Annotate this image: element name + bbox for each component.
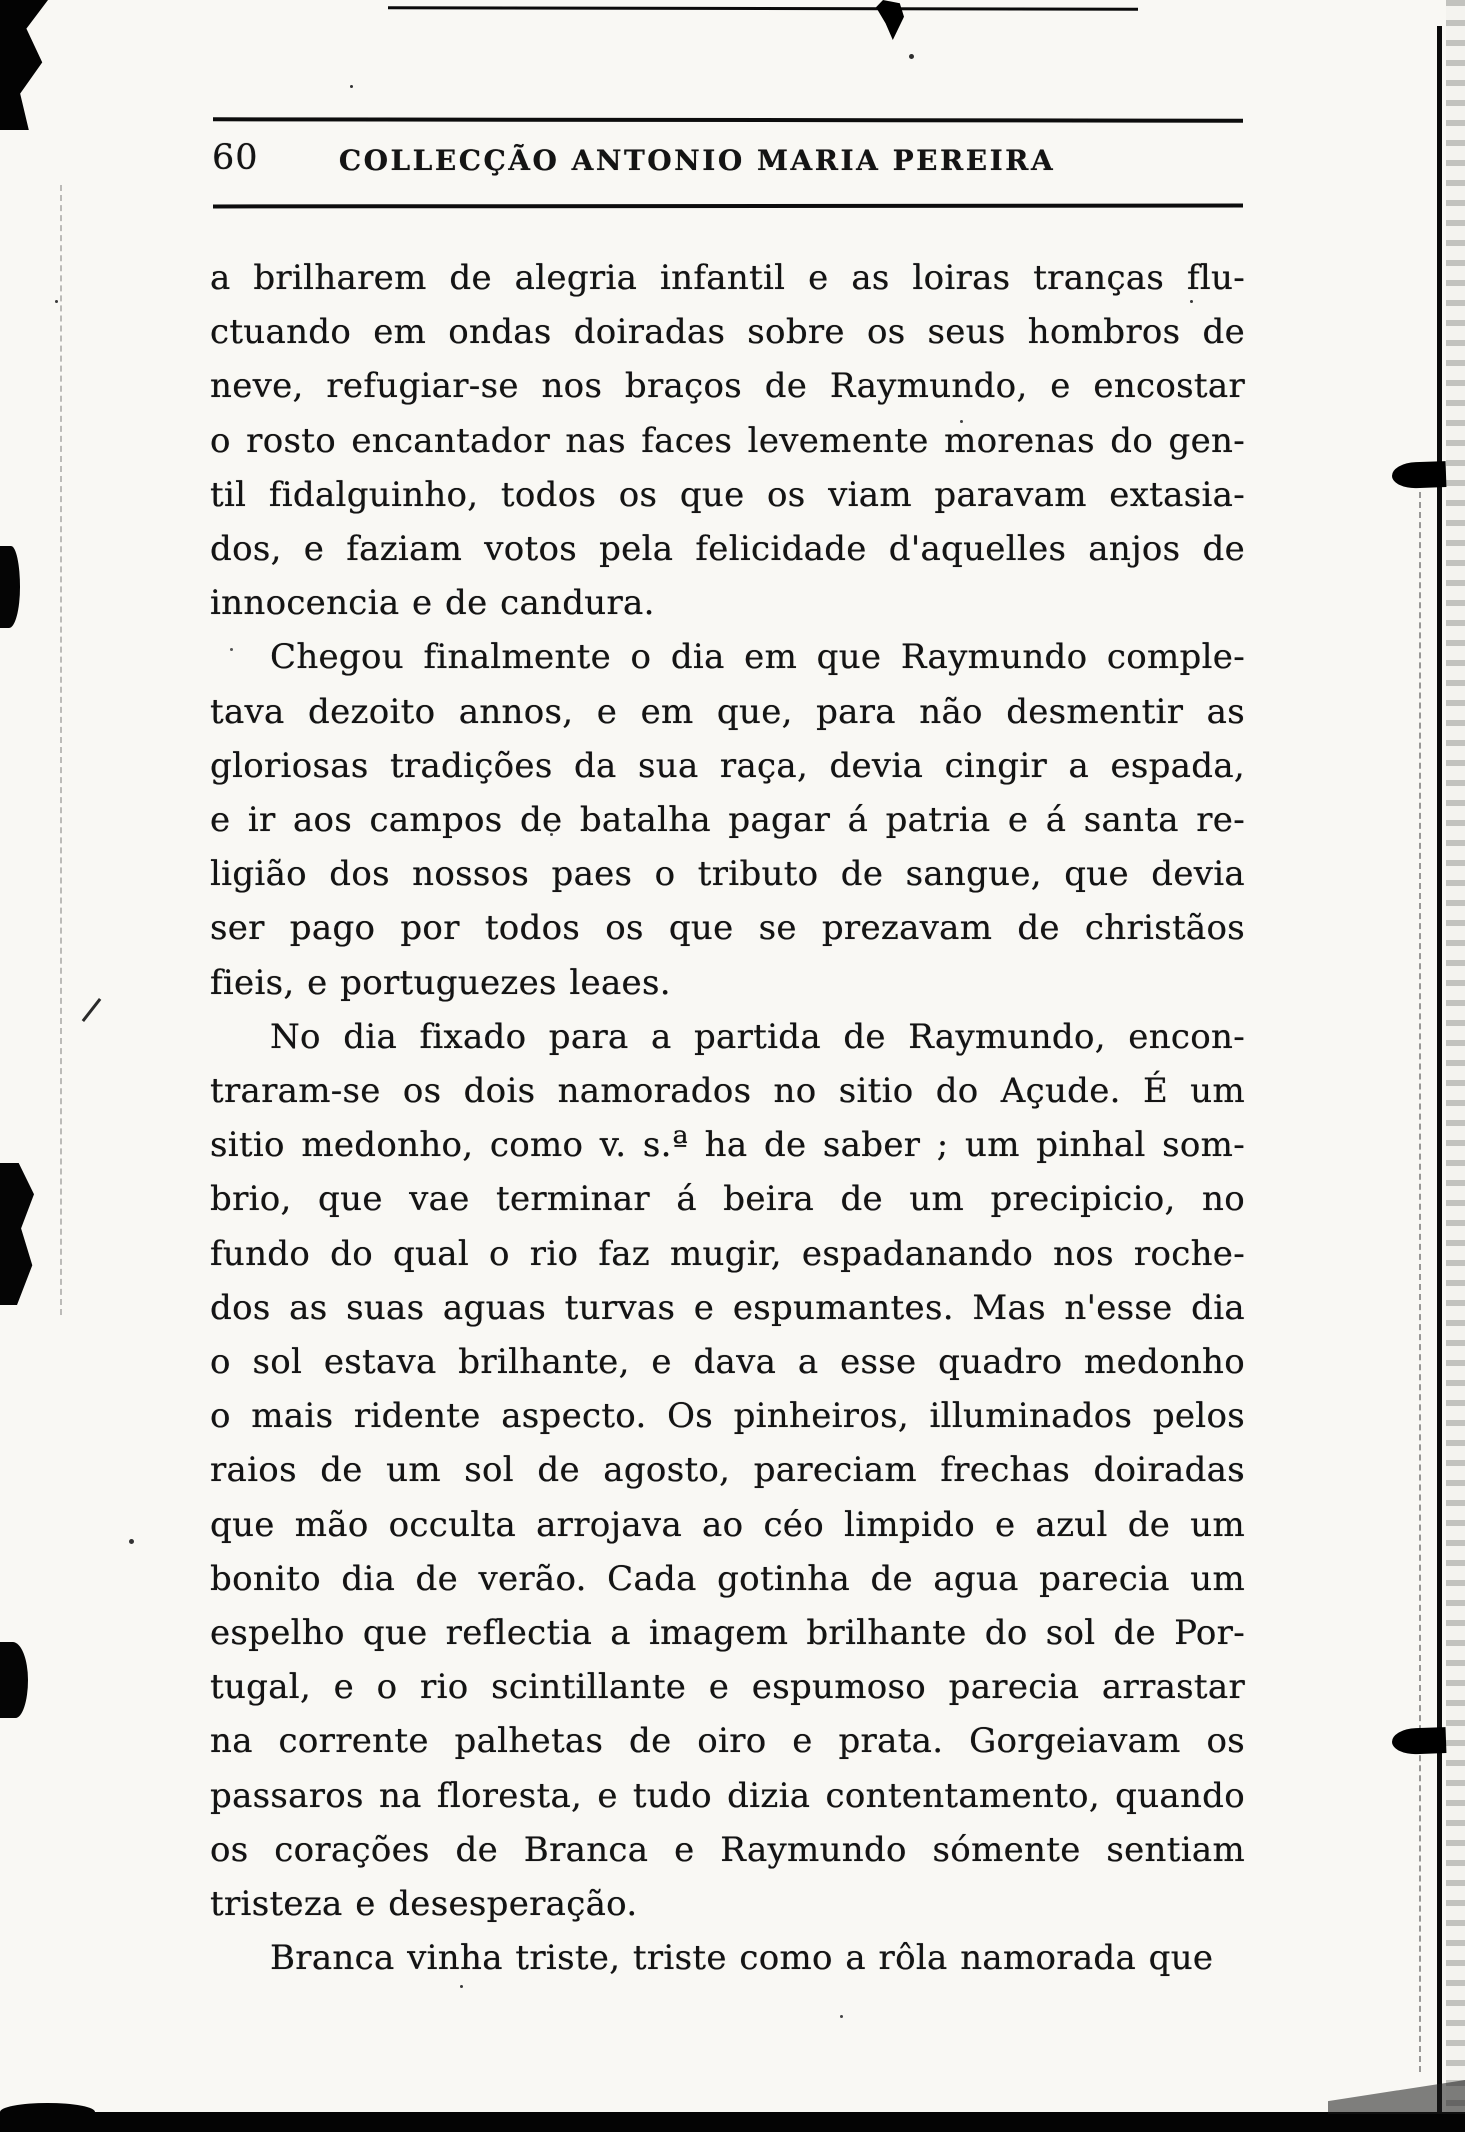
- text-line: fieis, e portuguezes leaes.: [210, 962, 671, 1003]
- text-line: espelho que reflectia a imagem brilhante do sol de Por-: [210, 1613, 1245, 1654]
- text-line: o rosto encantador nas faces levemente morenas do gen-: [210, 420, 1245, 461]
- bottom-noise-patch: [1328, 2080, 1465, 2114]
- text-line: passaros na floresta, e tudo dizia contentamento, quando: [210, 1775, 1245, 1816]
- text-line: sitio medonho, como v. s.ª ha de saber ; um pinhal som-: [210, 1125, 1245, 1166]
- header-rule-bottom: [213, 204, 1243, 209]
- header-title: COLLECÇÃO ANTONIO MARIA PEREIRA: [338, 144, 1056, 177]
- bottom-scan-band: [0, 2112, 1465, 2132]
- right-edge-noise: [1446, 0, 1465, 2132]
- text-line: e ir aos campos de batalha pagar á patria e á santa re-: [210, 800, 1245, 841]
- text-line: til fidalguinho, todos os que os viam paravam extasia-: [210, 474, 1245, 515]
- left-margin-dash-line: [60, 185, 62, 1315]
- bookmark-tab-mark-1: [1392, 461, 1447, 489]
- text-line: tugal, e o rio scintillante e espumoso parecia arrastar: [210, 1667, 1245, 1708]
- text-line: a brilharem de alegria infantil e as loiras tranças flu-: [210, 258, 1245, 298]
- paper-specks: [350, 85, 353, 88]
- text-line: innocencia e de candura.: [210, 583, 655, 624]
- text-line: dos as suas aguas turvas e espumantes. Mas n'esse dia: [210, 1287, 1245, 1328]
- text-line: traram-se os dois namorados no sitio do Açude. É um: [210, 1071, 1245, 1112]
- scan-blob-left-1: [0, 546, 20, 628]
- right-page-edge-line: [1437, 26, 1442, 2112]
- scan-blob-left-2: [0, 1163, 34, 1305]
- scan-blob-left-3: [0, 1642, 28, 1718]
- text-line: dos, e faziam votos pela felicidade d'aquelles anjos de: [210, 529, 1245, 570]
- top-edge-line: [388, 6, 1138, 11]
- pen-slash-mark: [82, 998, 102, 1022]
- header-rule-top: [213, 117, 1243, 122]
- text-line: ctuando em ondas doiradas sobre os seus hombros de: [210, 312, 1245, 353]
- text-line: fundo do qual o rio faz mugir, espadanando nos roche-: [210, 1233, 1245, 1274]
- text-line: o mais ridente aspecto. Os pinheiros, illuminados pelos: [210, 1396, 1245, 1437]
- text-line: Branca vinha triste, triste como a rôla namorada que: [270, 1938, 1214, 1979]
- page-body: [210, 251, 1245, 1986]
- bookmark-tab-mark-2: [1392, 1727, 1447, 1755]
- text-line: Chegou finalmente o dia em que Raymundo comple-: [270, 637, 1245, 678]
- right-margin-dash-line: [1419, 492, 1421, 2072]
- bottom-scan-bump: [0, 2103, 95, 2115]
- text-line: brio, que vae terminar á beira de um precipicio, no: [210, 1179, 1245, 1220]
- text-line: que mão occulta arrojava ao céo limpido e azul de um: [210, 1504, 1245, 1545]
- text-line: tristeza e desesperação.: [210, 1884, 638, 1925]
- text-line: gloriosas tradições da sua raça, devia cingir a espada,: [210, 745, 1245, 786]
- text-line: os corações de Branca e Raymundo sómente sentiam: [210, 1829, 1245, 1870]
- text-line: na corrente palhetas de oiro e prata. Gorgeiavam os: [210, 1721, 1245, 1762]
- text-line: ser pago por todos os que se prezavam de christãos: [210, 908, 1245, 949]
- text-line: No dia fixado para a partida de Raymundo, encon-: [270, 1016, 1245, 1057]
- text-line: tava dezoito annos, e em que, para não desmentir as: [210, 691, 1245, 732]
- scan-blob-top-left: [0, 0, 48, 130]
- text-line: neve, refugiar-se nos braços de Raymundo, e encostar: [210, 366, 1245, 407]
- ink-mark-icon: [876, 0, 904, 40]
- text-line: bonito dia de verão. Cada gotinha de agua parecia um: [210, 1558, 1245, 1599]
- text-line: o sol estava brilhante, e dava a esse quadro medonho: [210, 1342, 1245, 1383]
- text-line: ligião dos nossos paes o tributo de sangue, que devia: [210, 854, 1245, 895]
- text-line: raios de um sol de agosto, pareciam frechas doiradas: [210, 1450, 1245, 1491]
- page-number: 60: [212, 138, 259, 178]
